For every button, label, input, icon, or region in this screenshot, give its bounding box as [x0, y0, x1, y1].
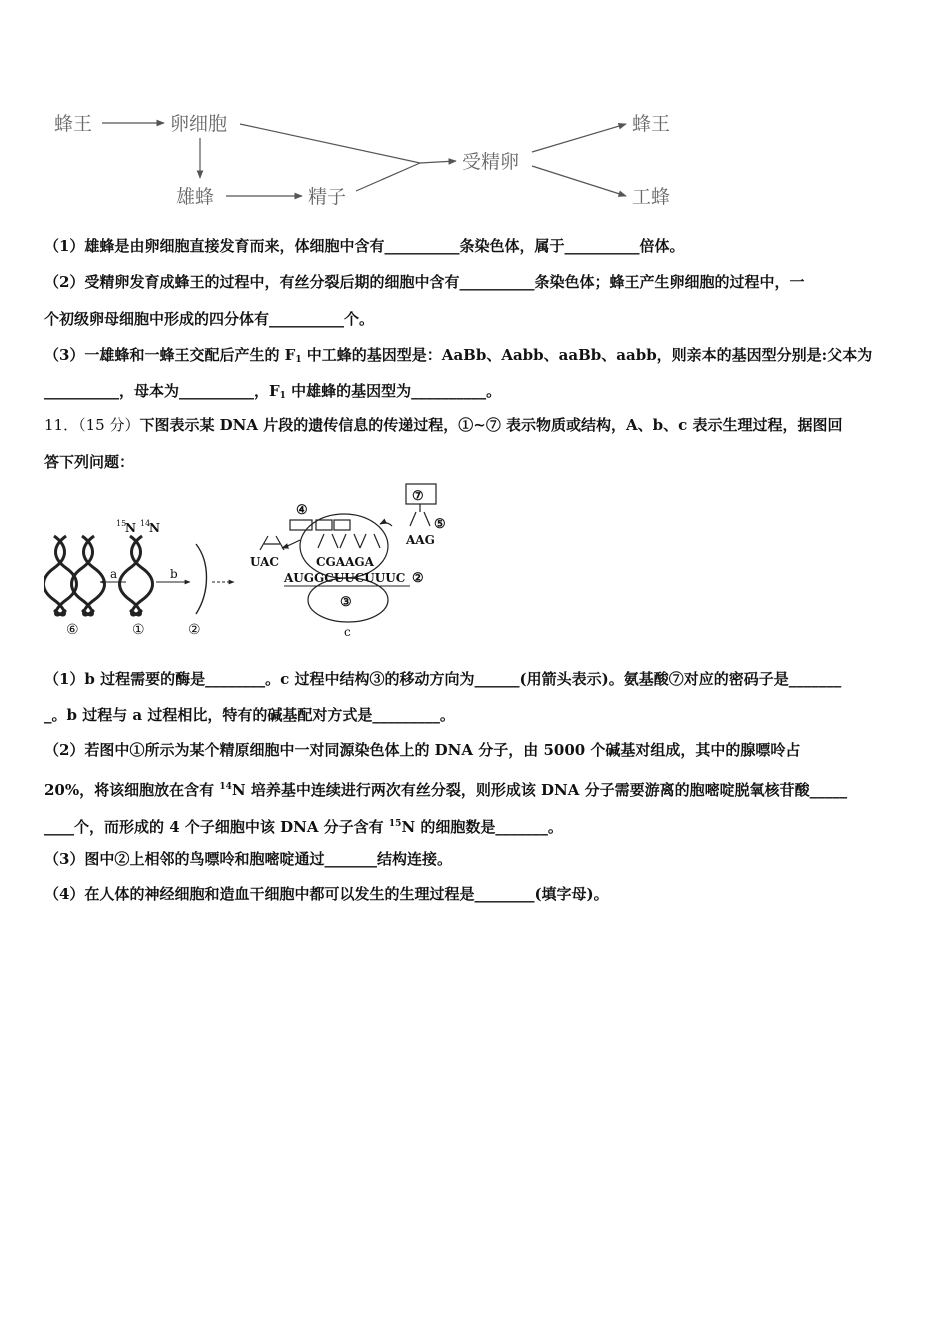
q11-part2-sup14: 14: [219, 782, 232, 792]
q10-part3-sub: 1: [295, 355, 302, 365]
q11-part2-line2: [44, 777, 847, 800]
dna-helix-1: [120, 536, 153, 615]
arrow-join-zygote: [420, 161, 456, 163]
q11-part2-line1: （2）若图中①所示为某个精原细胞中一对同源染色体上的 DNA 分子，由 5000 个碱基对组成，其中的腺嘌呤占: [44, 741, 801, 759]
bee-reproduction-diagram: [44, 100, 694, 212]
label-7: ⑦: [412, 489, 424, 504]
label-3: ③: [340, 595, 352, 610]
q11-stem-line1: [44, 415, 843, 435]
node-drone: 雄蜂: [176, 186, 215, 208]
q10-part3-text-a: （3）一雄蜂和一蜂王交配后产生的 F: [44, 346, 296, 364]
label-14n: N: [149, 521, 160, 535]
q11-part2-text-b: N 培养基中连续进行两次有丝分裂，则形成该 DNA 分子需要游离的胞嘧啶脱氧核苷酸_____: [231, 781, 848, 799]
arrow-sperm-zygote: [356, 163, 420, 191]
label-process-a: a: [110, 567, 118, 581]
dna-transfer-diagram: [44, 482, 464, 642]
node-worker: 工蜂: [632, 186, 671, 208]
label-5: ⑤: [434, 517, 446, 532]
label-2-strand: ②: [188, 622, 201, 638]
q10-part1: （1）雄蜂是由卵细胞直接发育而来，体细胞中含有__________条染色体，属于__________倍体。: [44, 237, 685, 255]
label-process-c: c: [344, 625, 351, 639]
q11-part2-text-c: ____个，而形成的 4 个子细胞中该 DNA 分子含有: [44, 818, 389, 836]
q11-stem-a: 下图表示某 DNA 片段的遗传信息的传递过程，①~⑦ 表示物质或结构，A、b、c 表示生理过程，据图回: [139, 416, 843, 434]
q10-part3-sub2: 1: [279, 391, 286, 401]
node-queen: 蜂王: [54, 113, 93, 135]
q11-part4: （4）在人体的神经细胞和造血干细胞中都可以发生的生理过程是________(填字母)。: [44, 885, 609, 903]
q10-part3-line2: [44, 381, 501, 406]
arrow-zygote-worker: [532, 166, 626, 196]
node-sperm: 精子: [308, 186, 347, 208]
codon-uac: UAC: [250, 555, 279, 569]
q10-part3-line1: [44, 345, 872, 370]
label-14n-sup: 14: [140, 519, 151, 528]
label-process-b: b: [170, 567, 178, 581]
label-15n-sup: 15: [116, 519, 127, 528]
q10-part3-text-c: __________，母本为__________，F: [44, 382, 280, 400]
node-queen-out: 蜂王: [632, 113, 671, 135]
label-4: ④: [296, 503, 308, 518]
q11-part1-line2: _。b 过程与 a 过程相比，特有的碱基配对方式是_________。: [44, 706, 455, 724]
q11-part2-line3: [44, 814, 563, 837]
label-1: ①: [132, 622, 145, 638]
arrow-zygote-queen: [532, 124, 626, 152]
q10-part3-text-d: 中雄蜂的基因型为__________。: [285, 382, 502, 400]
anticodon-sequence: CGAAGA: [316, 555, 374, 569]
label-15n: N: [125, 521, 136, 535]
amino-acid-chain-box: [290, 520, 312, 530]
q10-part2-line1: （2）受精卵发育成蜂王的过程中，有丝分裂后期的细胞中含有__________条染色体；蜂王产生卵细胞的过程中，一: [44, 273, 805, 291]
q11-part2-text-d: N 的细胞数是_______。: [401, 818, 563, 836]
q11-part2-text-a: 20%，将该细胞放在含有: [44, 781, 220, 799]
q10-part3-text-b: 中工蜂的基因型是：AaBb、Aabb、aaBb、aabb，则亲本的基因型分别是:父本为: [301, 346, 873, 364]
mrna-sequence: AUGGCUUCUUUC: [284, 571, 406, 585]
q11-part1-line1: （1）b 过程需要的酶是________。c 过程中结构③的移动方向为______(用箭头表示)。氨基酸⑦对应的密码子是_______: [44, 670, 842, 688]
node-zygote: 受精卵: [462, 151, 520, 173]
q10-part2-line2: 个初级卵母细胞中形成的四分体有__________个。: [44, 310, 375, 328]
codon-aag: AAG: [406, 533, 435, 547]
mrna-strand-2: [196, 544, 207, 614]
label-2-mrna: ②: [412, 571, 424, 586]
q11-stem-line2: 答下列问题：: [44, 453, 135, 471]
label-6: ⑥: [66, 622, 79, 638]
q11-part3: （3）图中②上相邻的鸟嘌呤和胞嘧啶通过_______结构连接。: [44, 850, 452, 868]
q11-number: 11．（15 分）: [44, 416, 140, 434]
dna-helix-6: [44, 536, 105, 615]
q11-part2-sup15: 15: [388, 819, 402, 829]
node-egg: 卵细胞: [170, 113, 228, 135]
arrow-egg-zygote: [240, 124, 420, 163]
